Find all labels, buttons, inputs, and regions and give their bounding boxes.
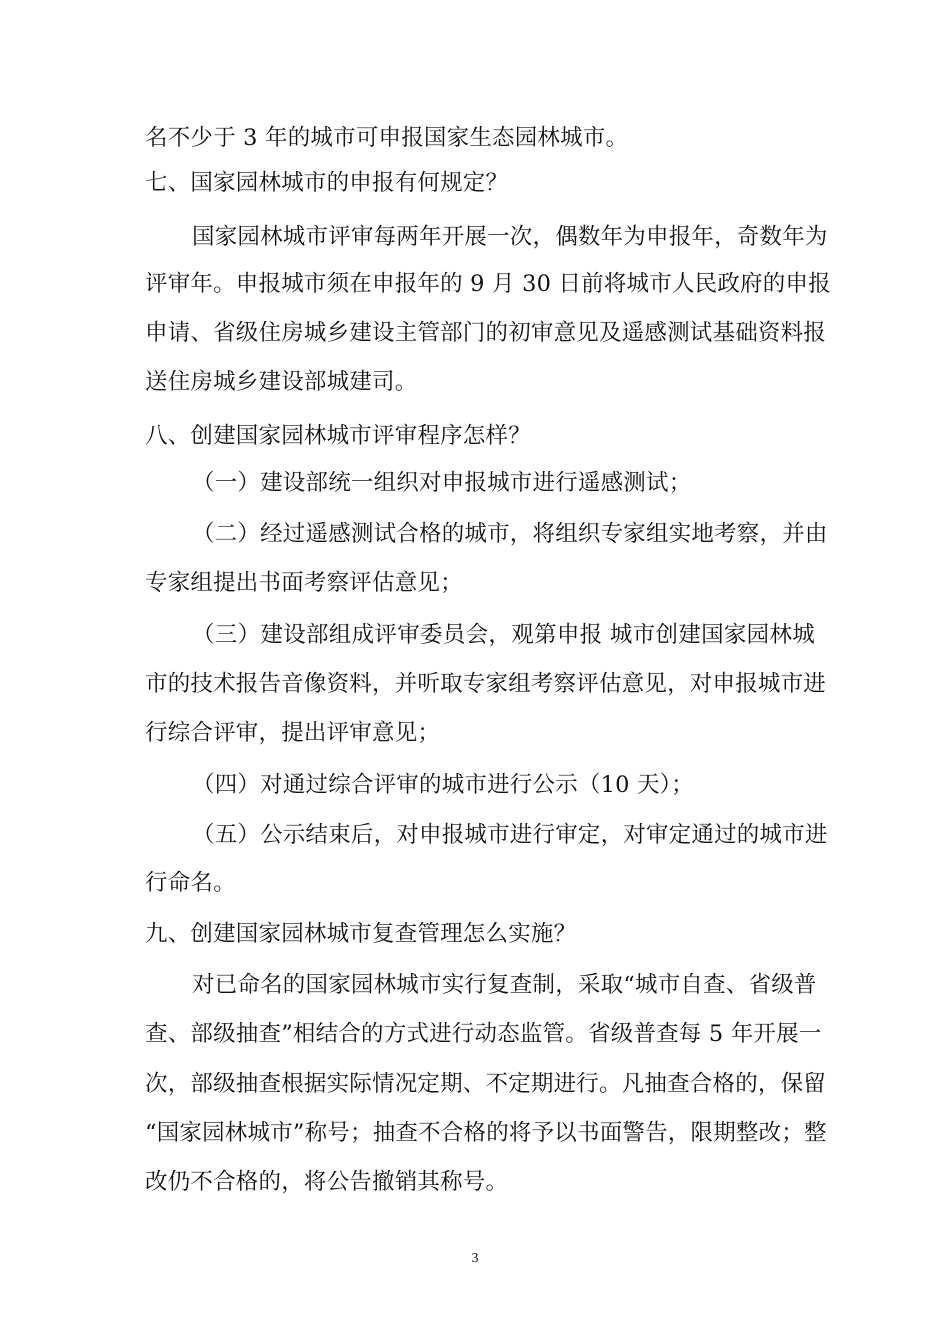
list-item: （三）建设部组成评审委员会，观第申报 城市创建国家园林城 (192, 622, 815, 648)
text-line: 行命名。 (145, 870, 236, 896)
section-heading: 八、创建国家园林城市评审程序怎样？ (145, 423, 531, 449)
text-line: 查、部级抽查”相结合的方式进行动态监管。省级普查每 5 年开展一 (145, 1021, 822, 1047)
section-heading: 九、创建国家园林城市复查管理怎么实施？ (145, 921, 577, 947)
list-item: （五）公示结束后，对申报城市进行审定，对审定通过的城市进 (192, 822, 828, 848)
text-line: 送住房城乡建设部城建司。 (145, 369, 418, 395)
page-number: 3 (471, 1251, 479, 1266)
text-line: 评审年。申报城市须在申报年的 9 月 30 日前将城市人民政府的申报 (145, 271, 831, 297)
text-line: 对已命名的国家园林城市实行复查制，采取“城市自查、省级普 (192, 972, 817, 998)
list-item: （一）建设部统一组织对申报城市进行遥感测试； (192, 470, 692, 496)
text-line: 改仍不合格的，将公告撤销其称号。 (145, 1169, 509, 1195)
text-line: 次，部级抽查根据实际情况定期、不定期进行。凡抽查合格的，保留 (145, 1071, 827, 1097)
text-line: 行综合评审，提出评审意见； (145, 720, 441, 746)
list-item: （二）经过遥感测试合格的城市，将组织专家组实地考察，并由 (192, 521, 828, 547)
list-item: （四）对通过综合评审的城市进行公示（10 天）； (192, 772, 694, 798)
text-line: “国家园林城市”称号；抽查不合格的将予以书面警告，限期整改；整 (145, 1120, 827, 1146)
text-line: 市的技术报告音像资料，并听取专家组考察评估意见，对申报城市进 (145, 671, 827, 697)
text-line: 名不少于 3 年的城市可申报国家生态园林城市。 (145, 125, 629, 151)
text-line: 专家组提出书面考察评估意见； (145, 570, 463, 596)
text-line: 国家园林城市评审每两年开展一次，偶数年为申报年，奇数年为 (192, 224, 828, 250)
section-heading: 七、国家园林城市的申报有何规定？ (145, 170, 509, 196)
text-line: 申请、省级住房城乡建设主管部门的初审意见及遥感测试基础资料报 (145, 320, 827, 346)
